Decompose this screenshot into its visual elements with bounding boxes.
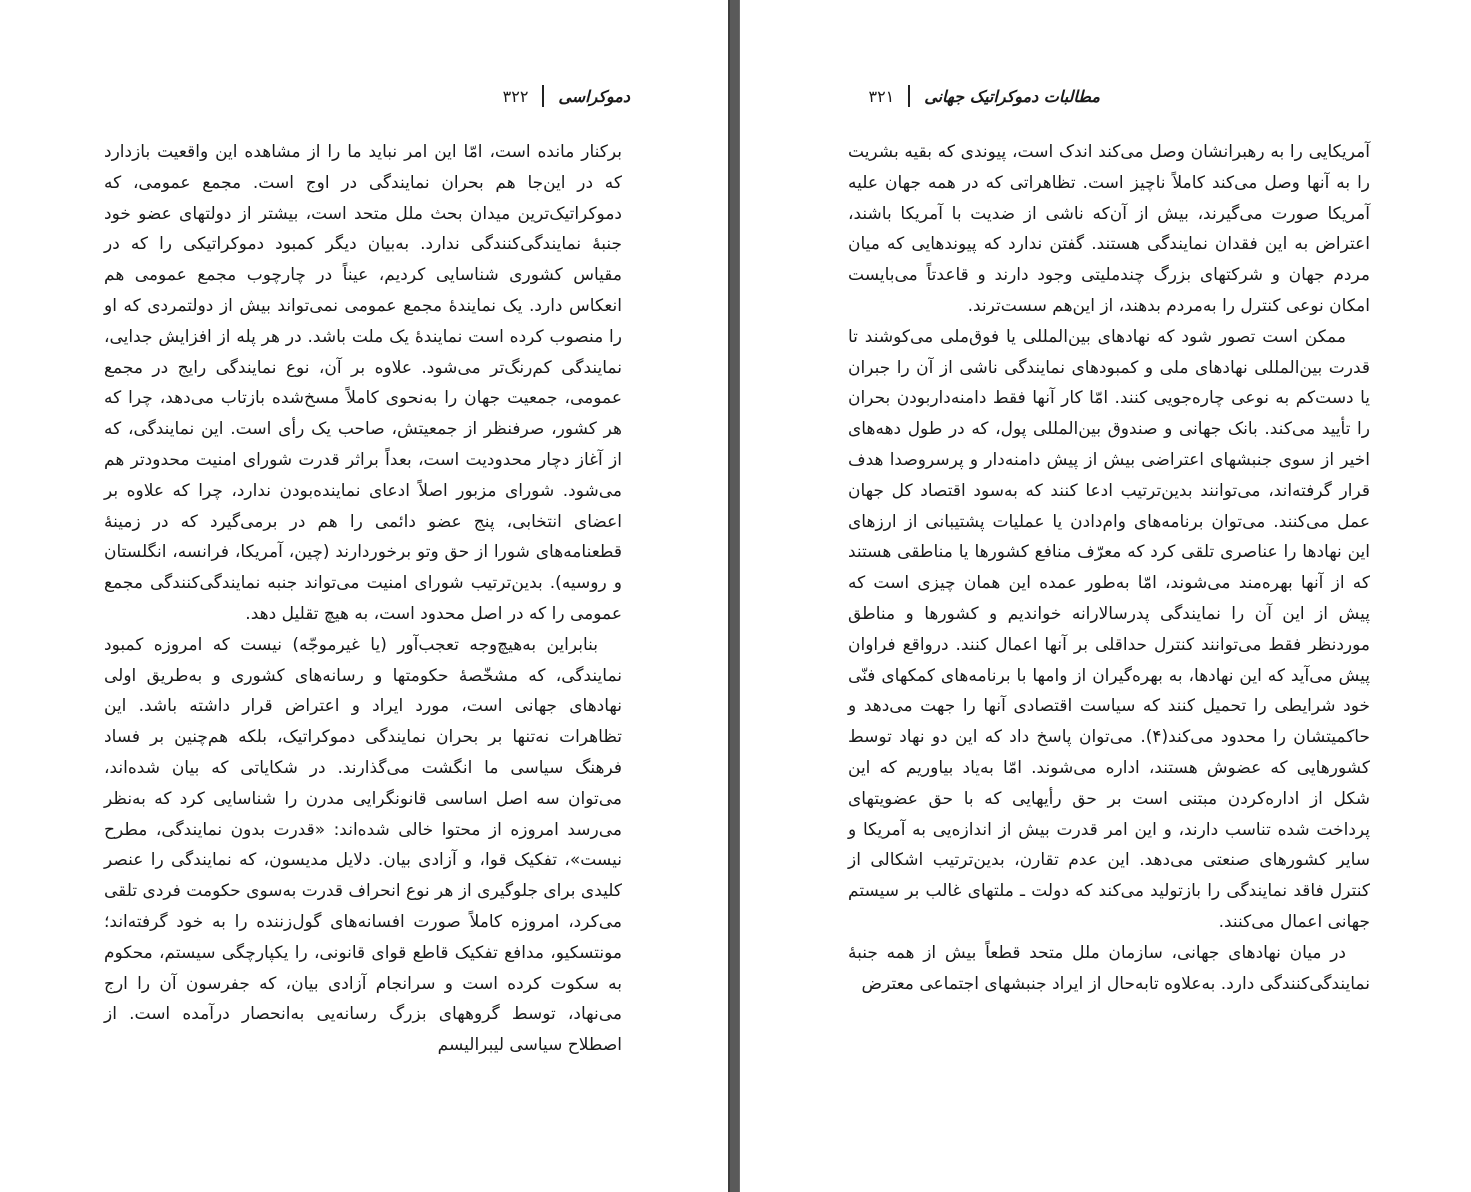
page-body	[104, 137, 622, 1061]
page-number: ۳۲۲	[502, 86, 529, 106]
page-body	[848, 137, 1370, 999]
running-head-divider	[908, 85, 910, 107]
running-head-divider	[542, 85, 544, 107]
paragraph: برکنار مانده است، امّا این امر نباید ما را از مشاهده این واقعیت بازدارد که در این‌جا هم بحران نمایندگی در اوج است. مجمع عمومی، که دموکراتیک‌ترین میدان بحث ملل متحد است، بیشتر از دولتهای عضو خود جنبهٔ نمایندگی‌کنندگی ندارد. به‌بیان دیگر کمبود دموکراتیکی را که در مقیاس کشوری شناسایی کردیم، عیناً در چارچوب مجمع عمومی هم انعکاس دارد. یک نمایندهٔ مجمع عمومی نمی‌تواند بیش از دولتمردی که او را منصوب کرده است نمایندهٔ یک ملت باشد. در هر پله از افزایش جدایی، نمایندگی کم‌رنگ‌تر می‌شود. علاوه بر آن، نوع نمایندگی رایج در مجمع عمومی، جمعیت جهان را به‌نحوی کاملاً مسخ‌شده بازتاب می‌دهد، چرا که هر کشور، صرفنظر از جمعیتش، صاحب یک رأی است. این نمایندگی، که از آغاز دچار محدودیت است، بعداً براثر قدرت شورای امنیت محدودتر هم می‌شود. شورای مزبور اصلاً ادعای نماینده‌بودن ندارد، چرا که علاوه بر اعضای انتخابی، پنج عضو دائمی را هم در برمی‌گیرد که در زمینهٔ قطعنامه‌های شورا از حق وتو برخوردارند (چین، آمریکا، فرانسه، انگلستان و روسیه). بدین‌ترتیب شورای امنیت می‌تواند جنبه نمایندگی‌کنندگی مجمع عمومی را که در اصل محدود است، به هیچ تقلیل دهد.	[104, 142, 622, 624]
running-head-title: مطالبات دموکراتیک جهانی	[924, 86, 1100, 106]
paragraph: ممکن است تصور شود که نهادهای بین‌المللی یا فوق‌ملی می‌کوشند تا قدرت بین‌المللی نهادهای ملی و کمبودهای نمایندگی ناشی از آن را جبران یا دست‌کم به نوعی چاره‌جویی کنند. امّا کار آنها فقط دامنه‌داربودن بحران را تأیید می‌کند. بانک جهانی و صندوق بین‌المللی پول، که در طول دهه‌های اخیر از سوی جنبشهای اعتراضی بیش از پیش دامنه‌دار و پرسروصدا هدف قرار گرفته‌اند، می‌توانند بدین‌ترتیب ادعا کنند که به‌سود اقتصاد کل جهان عمل می‌کنند. می‌توان برنامه‌های وام‌دادن یا عملیات پشتیبانی از ارزهای این نهادها را عناصری تلقی کرد که معرّف منافع کشورها یا مناطقی هستند که از آنها بهره‌مند می‌شوند، امّا به‌طور عمده این همان چیزی است که پیش از این آن را نمایندگی پدرسالارانه خواندیم و کشورها و مناطق موردنظر فقط می‌توانند کنترل حداقلی بر آنها اعمال کنند. درواقع فراوان پیش می‌آید که این نهادها، به بهره‌گیران از وامها با برنامه‌های کمکهای فنّی خود شرایطی را تحمیل کنند که سیاست اقتصادی آنها را جهت می‌دهد و حاکمیتشان را محدود می‌کند(۴). می‌توان پاسخ داد که این دو نهاد توسط کشورهایی که عضوش هستند، اداره می‌شوند. امّا به‌یاد بیاوریم که این شکل از اداره‌کردن مبتنی است بر حق رأیهایی که با حق عضویتهای پرداخت شده تناسب دارند، و این امر قدرت بیش از اندازه‌یی به آمریکا و سایر کشورهای صنعتی می‌دهد. این عدم تقارن، بدین‌ترتیب اشکالی از کنترل فاقد نمایندگی را بازتولید می‌کند که دولت ـ ملتهای غالب بر سیستم جهانی اعمال می‌کنند.	[848, 326, 1370, 932]
paragraph: در میان نهادهای جهانی، سازمان ملل متحد قطعاً بیش از همه جنبهٔ نمایندگی‌کنندگی دارد. به‌علاوه تابه‌حال از ایراد جنبشهای اجتماعی معترض	[848, 942, 1370, 994]
paragraph: بنابراین به‌هیچ‌وجه تعجب‌آور (یا غیرموجّه) نیست که امروزه کمبود نمایندگی، که مشخّصهٔ حکومتها و رسانه‌های کشوری و به‌طریق اولی نهادهای جهانی است، مورد ایراد و اعتراض قرار داشته باشد. این تظاهرات نه‌تنها بر بحران نمایندگی دموکراتیک، بلکه هم‌چنین بر فساد فرهنگ سیاسی ما انگشت می‌گذارند. در شکایاتی که بیان شده‌اند، می‌توان سه اصل اساسی قانونگرایی مدرن را شناسایی کرد که به‌نظر می‌رسد امروزه از محتوا خالی شده‌اند: «قدرت بدون نمایندگی، مطرح نیست»، تفکیک قوا، و آزادی بیان. دلایل مدیسون، که نمایندگی را عنصر کلیدی برای جلوگیری از هر نوع انحراف قدرت به‌سوی حکومت فردی تلقی می‌کرد، امروزه کاملاً صورت افسانه‌های گول‌زننده را به خود گرفته‌اند؛ مونتسکیو، مدافع تفکیک قاطع قوای قانونی، را یکپارچگی سیستم، محکوم به سکوت کرده است و سرانجام آزادی بیان، که جفرسون آن را ارج می‌نهاد، توسط گروههای بزرگ رسانه‌یی به‌انحصار درآمده است. از اصطلاح سیاسی لیبرالیسم	[103, 634, 622, 1056]
left-page	[0, 0, 728, 1192]
right-page	[740, 0, 1471, 1192]
running-head	[860, 82, 1100, 110]
book-gutter	[728, 0, 740, 1192]
running-head	[455, 82, 630, 110]
running-head-title: دموکراسی	[558, 86, 630, 106]
paragraph: آمریکایی را به رهبرانشان وصل می‌کند اندک است، پیوندی که بقیه بشریت را به آنها وصل می‌کند کاملاً ناچیز است. تظاهراتی که در همه جهان علیه آمریکا صورت می‌گیرند، بیش از آن‌که ناشی از ضدیت با آمریکا باشند، اعتراض به این فقدان نمایندگی هستند. گفتن ندارد که پیوندهایی که میان مردم جهان و شرکتهای بزرگ چندملیتی وجود دارند و قاعدتاً می‌بایست امکان نوعی کنترل را به‌مردم بدهند، از این‌هم سست‌ترند.	[848, 142, 1370, 316]
page-number: ۳۲۱	[868, 86, 895, 106]
